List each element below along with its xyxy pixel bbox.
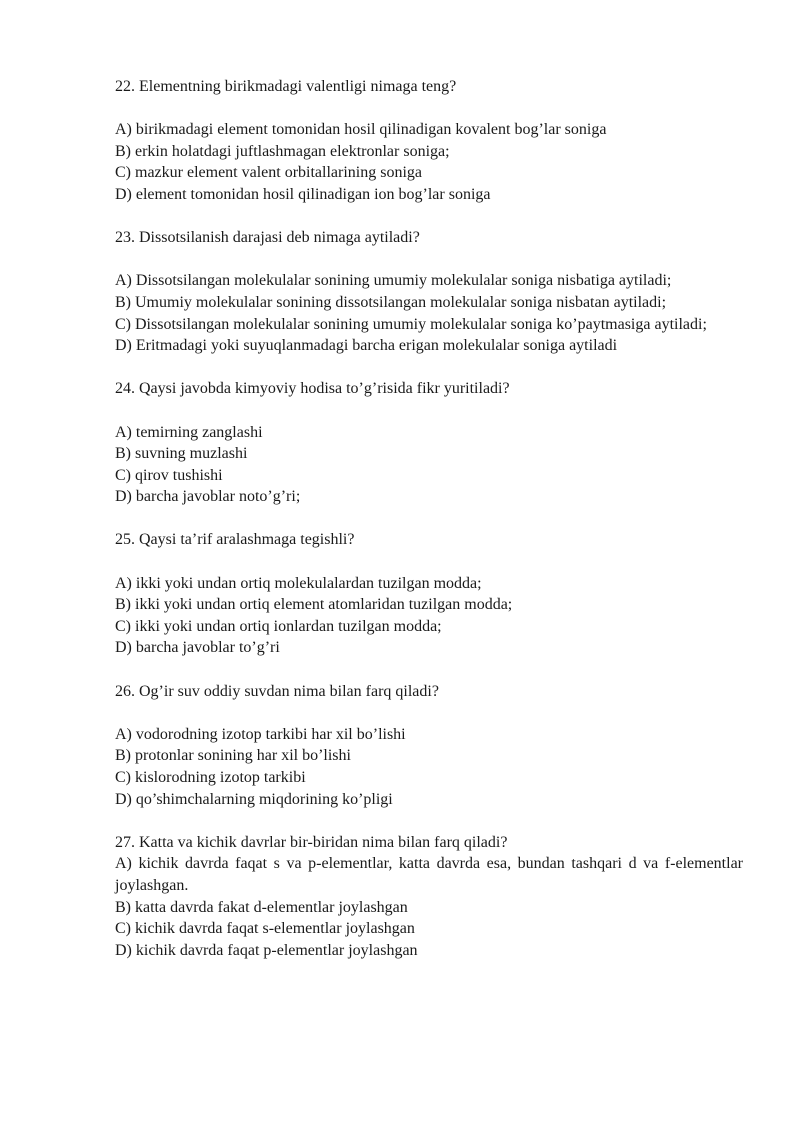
question-title: 23. Dissotsilanish darajasi deb nimaga aytiladi? [115, 229, 420, 247]
question-title: 26. Og’ir suv oddiy suvdan nima bilan farq qiladi? [115, 682, 439, 700]
option-b: B) katta davrda fakat d-elementlar joylashgan [115, 898, 408, 916]
option-c: C) kislorodning izotop tarkibi [115, 769, 306, 786]
option-d: D) kichik davrda faqat p-elementlar joylashgan [115, 941, 418, 959]
question-26 [115, 681, 743, 811]
option-a: A) temirning zanglashi [115, 423, 263, 441]
option-a: A) ikki yoki undan ortiq molekulalardan tuzilgan modda; [115, 574, 482, 592]
question-title: 22. Elementning birikmadagi valentligi nimaga teng? [115, 78, 457, 95]
option-a: A) kichik davrda faqat s va p-elementlar, katta davrda esa, bundan tashqari d va f-elementlar joylashgan. [115, 855, 743, 894]
option-c: C) kichik davrda faqat s-elementlar joylashgan [115, 920, 415, 938]
option-a: A) vodorodning izotop tarkibi har xil bo’lishi [115, 725, 406, 743]
option-a: A) birikmadagi element tomonidan hosil qilinadigan kovalent bog’lar soniga [115, 121, 607, 139]
option-c: C) qirov tushishi [115, 466, 223, 484]
question-23 [115, 227, 743, 357]
option-c: C) Dissotsilangan molekulalar sonining umumiy molekulalar soniga ko’paytmasiga aytiladi; [115, 315, 707, 333]
option-d: D) Eritmadagi yoki suyuqlanmadagi barcha erigan molekulalar soniga aytiladi [115, 337, 618, 355]
option-d: D) barcha javoblar to’g’ri [115, 639, 280, 657]
question-22 [115, 76, 743, 206]
option-b: B) erkin holatdagi juftlashmagan elektronlar soniga; [115, 142, 450, 160]
option-a: A) Dissotsilangan molekulalar sonining umumiy molekulalar soniga nisbatiga aytiladi; [115, 272, 672, 290]
question-title: 27. Katta va kichik davrlar bir-biridan nima bilan farq qiladi? [115, 833, 508, 851]
option-c: C) mazkur element valent orbitallarining soniga [115, 164, 423, 182]
option-b: B) protonlar sonining har xil bo’lishi [115, 747, 351, 765]
question-27 [115, 832, 743, 962]
question-24 [115, 378, 743, 508]
option-b: B) ikki yoki undan ortiq element atomlaridan tuzilgan modda; [115, 596, 513, 614]
option-d: D) qo’shimchalarning miqdorining ko’pligi [115, 790, 393, 808]
option-c: C) ikki yoki undan ortiq ionlardan tuzilgan modda; [115, 617, 442, 635]
question-title: 24. Qaysi javobda kimyoviy hodisa to’g’risida fikr yuritiladi? [115, 380, 510, 398]
option-b: B) suvning muzlashi [115, 445, 248, 463]
option-d: D) element tomonidan hosil qilinadigan ion bog’lar soniga [115, 185, 491, 203]
option-d: D) barcha javoblar noto’g’ri; [115, 488, 301, 506]
question-25 [115, 529, 743, 659]
question-title: 25. Qaysi ta’rif aralashmaga tegishli? [115, 531, 355, 549]
option-b: B) Umumiy molekulalar sonining dissotsilangan molekulalar soniga nisbatan aytiladi; [115, 293, 667, 311]
document-page [115, 76, 743, 983]
